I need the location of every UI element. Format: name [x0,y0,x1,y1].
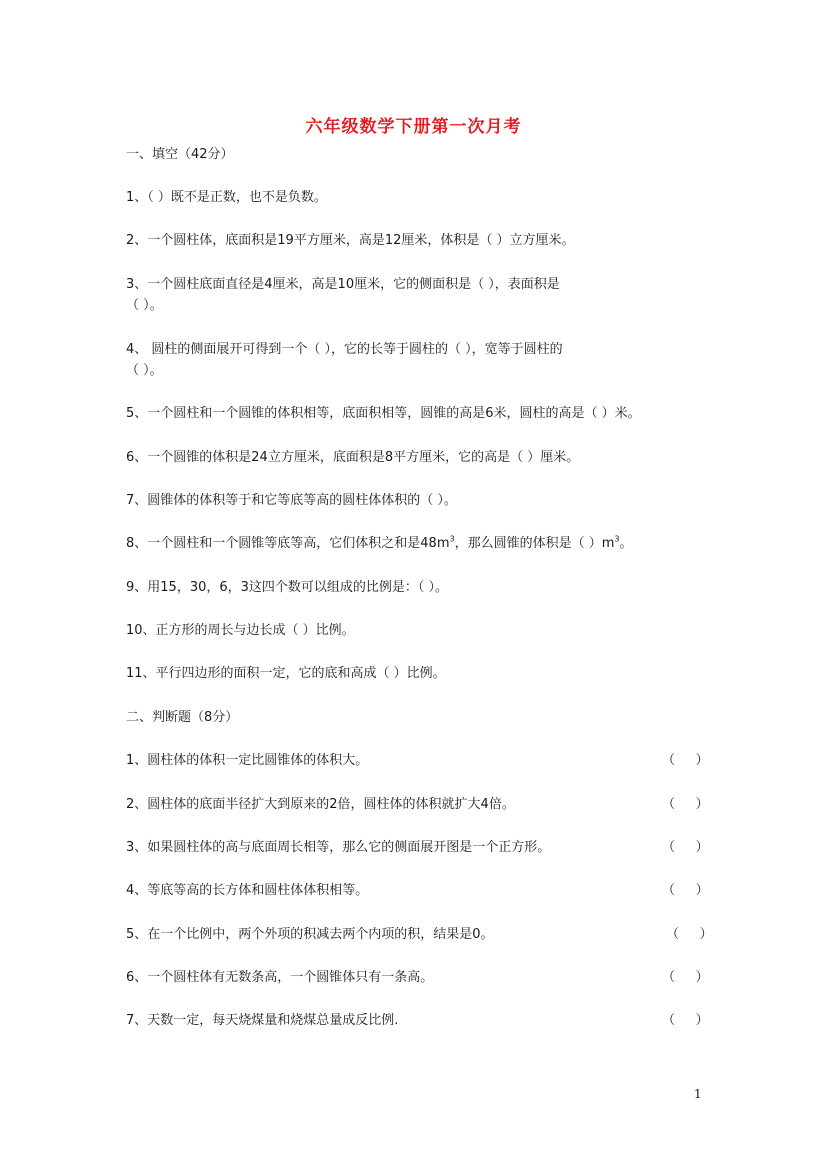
page-number: 1 [694,1087,702,1101]
answer-paren[interactable]: （ ） [662,883,709,898]
judge-item-6: 6、一个圆柱体有无数条高，一个圆锥体只有一条高。 [126,970,434,985]
page-title: 六年级数学下册第一次月考 [305,117,522,137]
judge-item-2: 2、圆柱体的底面半径扩大到原来的2倍，圆柱体的体积就扩大4倍。 [126,797,515,812]
answer-paren[interactable]: （ ） [662,753,709,768]
question-3-line2: （ ）。 [126,298,163,313]
question-8 [126,535,632,553]
question-11: 11、平行四边形的面积一定，它的底和高成（ ）比例。 [126,666,446,681]
judge-item-1: 1、圆柱体的体积一定比圆锥体的体积大。 [126,753,369,768]
judge-item-5: 5、在一个比例中，两个外项的积减去两个内项的积，结果是0。 [126,927,494,942]
question-7: 7、圆锥体的体积等于和它等底等高的圆柱体体积的（ ）。 [126,493,457,508]
answer-paren[interactable]: （ ） [662,840,709,855]
question-4-line2: （ ）。 [126,363,163,378]
question-9: 9、用15，30，6，3这四个数可以组成的比例是：（ ）。 [126,580,449,595]
section2-heading: 二、判断题（8分） [126,710,239,725]
question-6: 6、一个圆锥的体积是24立方厘米，底面积是8平方厘米，它的高是（ ）厘米。 [126,450,580,465]
superscript-3: 3 [614,534,620,544]
question-1: 1、（ ）既不是正数，也不是负数。 [126,190,327,205]
answer-paren[interactable]: （ ） [662,797,709,812]
judge-item-3: 3、如果圆柱体的高与底面周长相等，那么它的侧面展开图是一个正方形。 [126,840,551,855]
question-3-line1: 3、一个圆柱底面直径是4厘米，高是10厘米，它的侧面积是（ ），表面积是 [126,277,560,292]
section1-heading: 一、填空（42分） [126,147,234,162]
question-5: 5、一个圆柱和一个圆锥的体积相等，底面积相等，圆锥的高是6米，圆柱的高是（ ）米。 [126,406,641,421]
question-4-line1: 4、 圆柱的侧面展开可得到一个（ ），它的长等于圆柱的（ ），宽等于圆柱的 [126,342,563,357]
answer-paren[interactable]: （ ） [662,1013,709,1028]
judge-item-4: 4、等底等高的长方体和圆柱体体积相等。 [126,883,369,898]
answer-paren[interactable]: （ ） [666,927,713,942]
judge-item-7: 7、天数一定，每天烧煤量和烧煤总量成反比例. [126,1013,399,1028]
question-10: 10、正方形的周长与边长成（ ）比例。 [126,623,355,638]
question-8-part3: 。 [619,536,633,551]
superscript-3: 3 [449,534,455,544]
question-8-part1: 8、一个圆柱和一个圆锥等底等高，它们体积之和是48m [126,536,450,551]
answer-paren[interactable]: （ ） [662,970,709,985]
question-2: 2、一个圆柱体，底面积是19平方厘米，高是12厘米，体积是（ ）立方厘米。 [126,233,575,248]
question-8-part2: ，那么圆锥的体积是（ ）m [454,536,615,551]
